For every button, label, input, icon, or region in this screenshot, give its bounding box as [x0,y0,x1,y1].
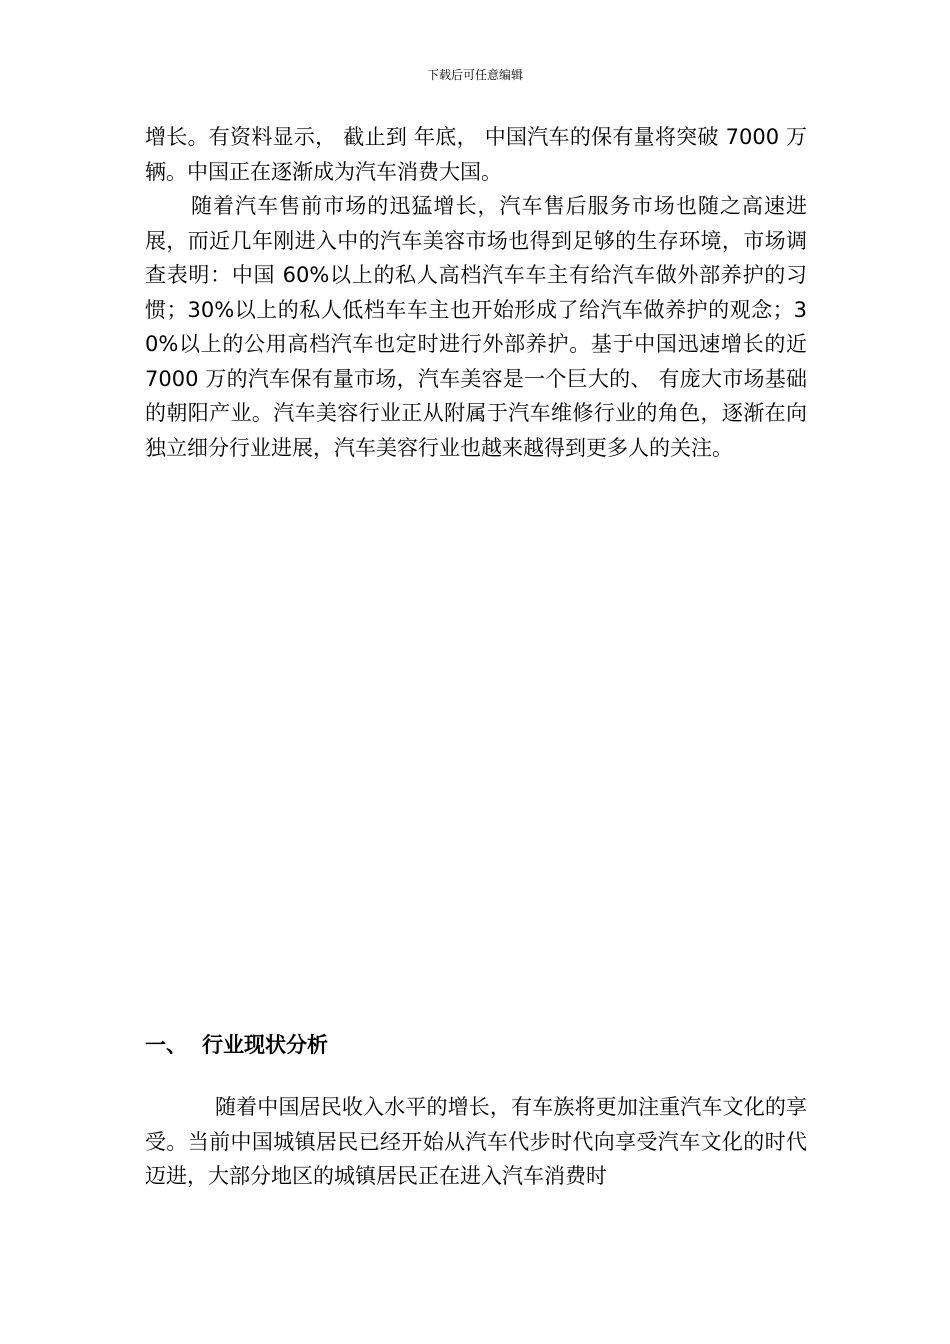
paragraph: 增长。有资料显示， 截止到 年底， 中国汽车的保有量将突破 7000 万辆。中国正在逐渐成为汽车消费大国。 [145,125,807,184]
section-body [145,1090,807,1194]
section-heading [145,1028,328,1062]
body-text-block [145,120,807,465]
section-title: 行业现状分析 [202,1033,328,1057]
section-number: 一、 [145,1033,187,1057]
paragraph: 随着中国居民收入水平的增长，有车族将更加注重汽车文化的享受。当前中国城镇居民已经开始从汽车代步时代向享受汽车文化的时代迈进，大部分地区的城镇居民正在进入汽车消费时 [145,1095,807,1188]
paragraph: 随着汽车售前市场的迅猛增长，汽车售后服务市场也随之高速进展，而近几年刚进入中的汽车美容市场也得到足够的生存环境，市场调查表明：中国 60%以上的私人高档汽车车主有给汽车做外部养护的习惯；30%以上的私人低档车车主也开始形成了给汽车做养护的观念；30%以上的公用高档汽车也定时进行外部养护。基于中国迅速增长的近 7000 万的汽车保有量市场，汽车美容是一个巨大的、 有庞大市场基础的朝阳产业。汽车美容行业正从附属于汽车维修行业的角色，逐渐在向独立细分行业进展，汽车美容行业也越来越得到更多人的关注。 [145,194,807,460]
page-header: 下载后可任意编辑 [426,68,523,82]
